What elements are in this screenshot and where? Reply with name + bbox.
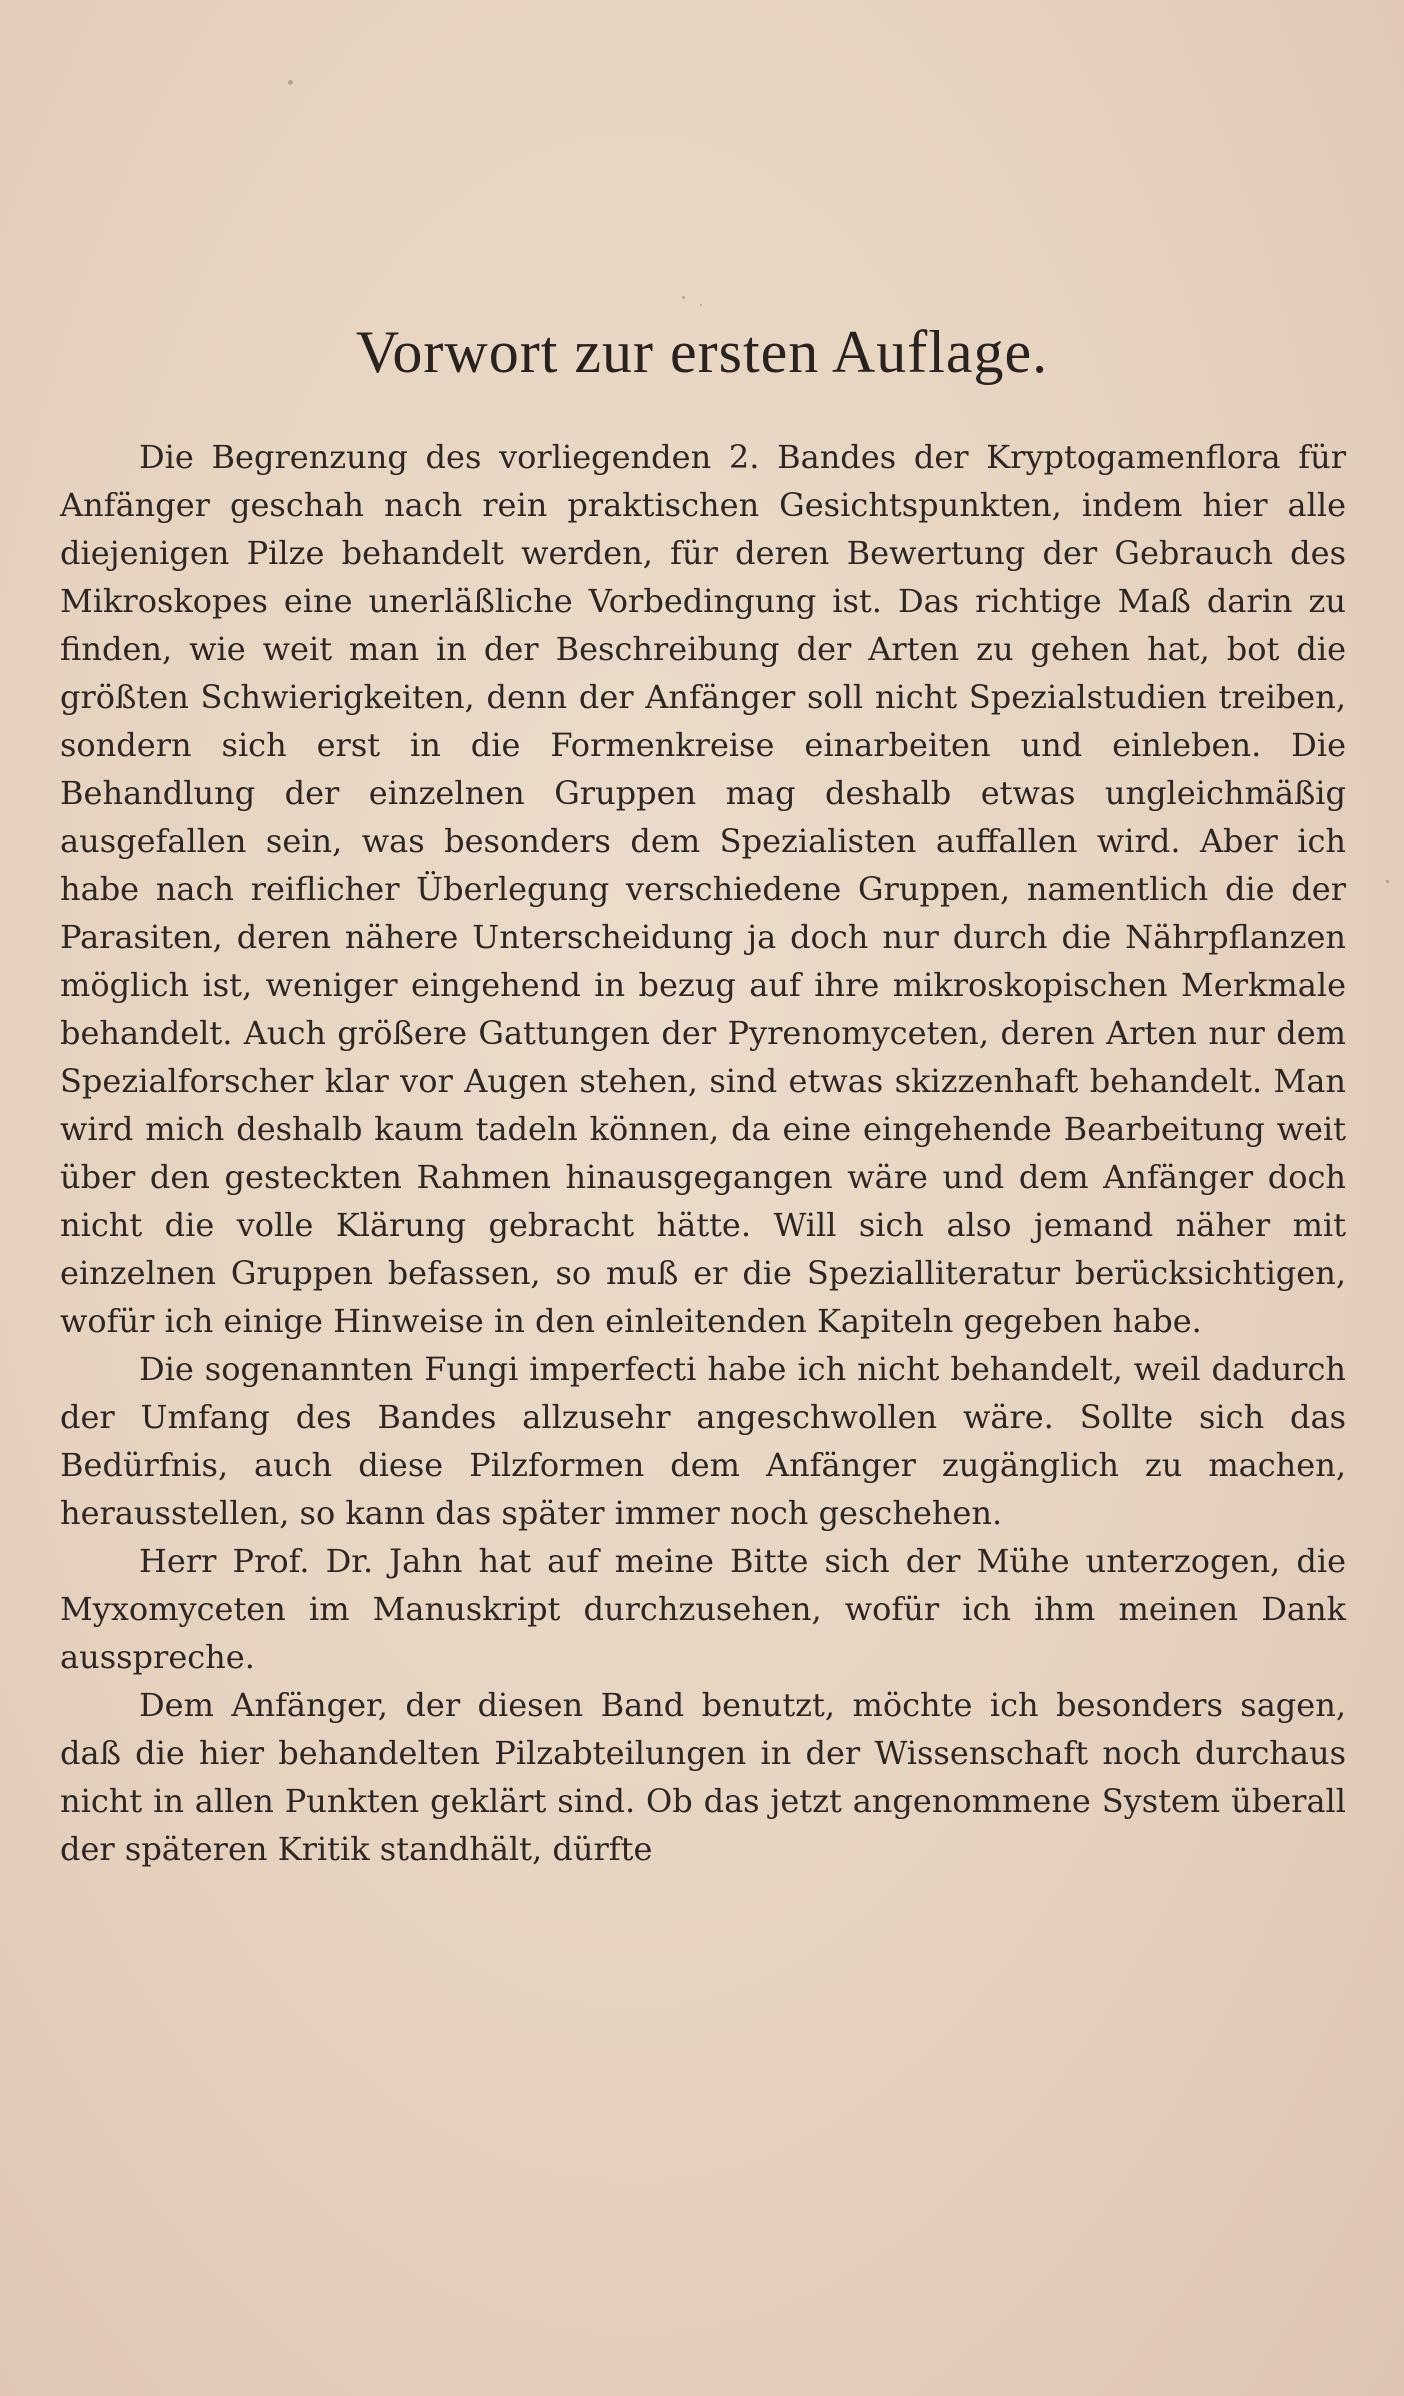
paper-speck xyxy=(700,304,702,306)
paragraph: Die Begrenzung des vorliegenden 2. Bandes der Kryptogamenflora für Anfänger geschah nach rein praktischen Gesichtspunkten, indem hier alle diejenigen Pilze behandelt werden, für deren Bewertung der Gebrauch des Mikroskopes eine unerläßliche Vorbedingung ist. Das richtige Maß darin zu finden, wie weit man in der Beschreibung der Arten zu gehen hat, bot die größten Schwierigkeiten, denn der Anfänger soll nicht Spezialstudien treiben, sondern sich erst in die Formenkreise einarbeiten und einleben. Die Behandlung der einzelnen Gruppen mag deshalb etwas ungleichmäßig ausgefallen sein, was besonders dem Spezialisten auffallen wird. Aber ich habe nach reiflicher Überlegung verschiedene Gruppen, namentlich die der Parasiten, deren nähere Unterscheidung ja doch nur durch die Nährpflanzen möglich ist, weniger eingehend in bezug auf ihre mikroskopischen Merkmale behandelt. Auch größere Gattungen der Pyrenomyceten, deren Arten nur dem Spezialforscher klar vor Augen stehen, sind etwas skizzenhaft behandelt. Man wird mich deshalb kaum tadeln können, da eine eingehende Bearbeitung weit über den gesteckten Rahmen hinausgegangen wäre und dem Anfänger doch nicht die volle Klärung gebracht hätte. Will sich also jemand näher mit einzelnen Gruppen befassen, so muß er die Spezialliteratur berücksichtigen, wofür ich einige Hinweise in den einleitenden Kapiteln gegeben habe. xyxy=(60,438,1346,1340)
preface-body xyxy=(60,433,1346,1873)
paragraph: Die sogenannten Fungi imperfecti habe ich nicht behandelt, weil dadurch der Umfang des Bandes allzusehr angeschwollen wäre. Sollte sich das Bedürfnis, auch diese Pilzformen dem Anfänger zugänglich zu machen, herausstellen, so kann das später immer noch geschehen. xyxy=(60,1350,1346,1532)
paper-speck xyxy=(288,80,293,85)
paper-speck xyxy=(1386,880,1389,883)
paragraph: Dem Anfänger, der diesen Band benutzt, möchte ich besonders sagen, daß die hier behandelten Pilzabteilungen in der Wissenschaft noch durchaus nicht in allen Punkten geklärt sind. Ob das jetzt angenommene System überall der späteren Kritik standhält, dürfte xyxy=(60,1686,1346,1868)
page-title: Vorwort zur ersten Auflage. xyxy=(355,319,1049,385)
paragraph: Herr Prof. Dr. Jahn hat auf meine Bitte sich der Mühe unterzogen, die Myxomyceten im Manuskript durchzusehen, wofür ich ihm meinen Dank ausspreche. xyxy=(60,1542,1346,1676)
paper-speck xyxy=(682,296,685,299)
